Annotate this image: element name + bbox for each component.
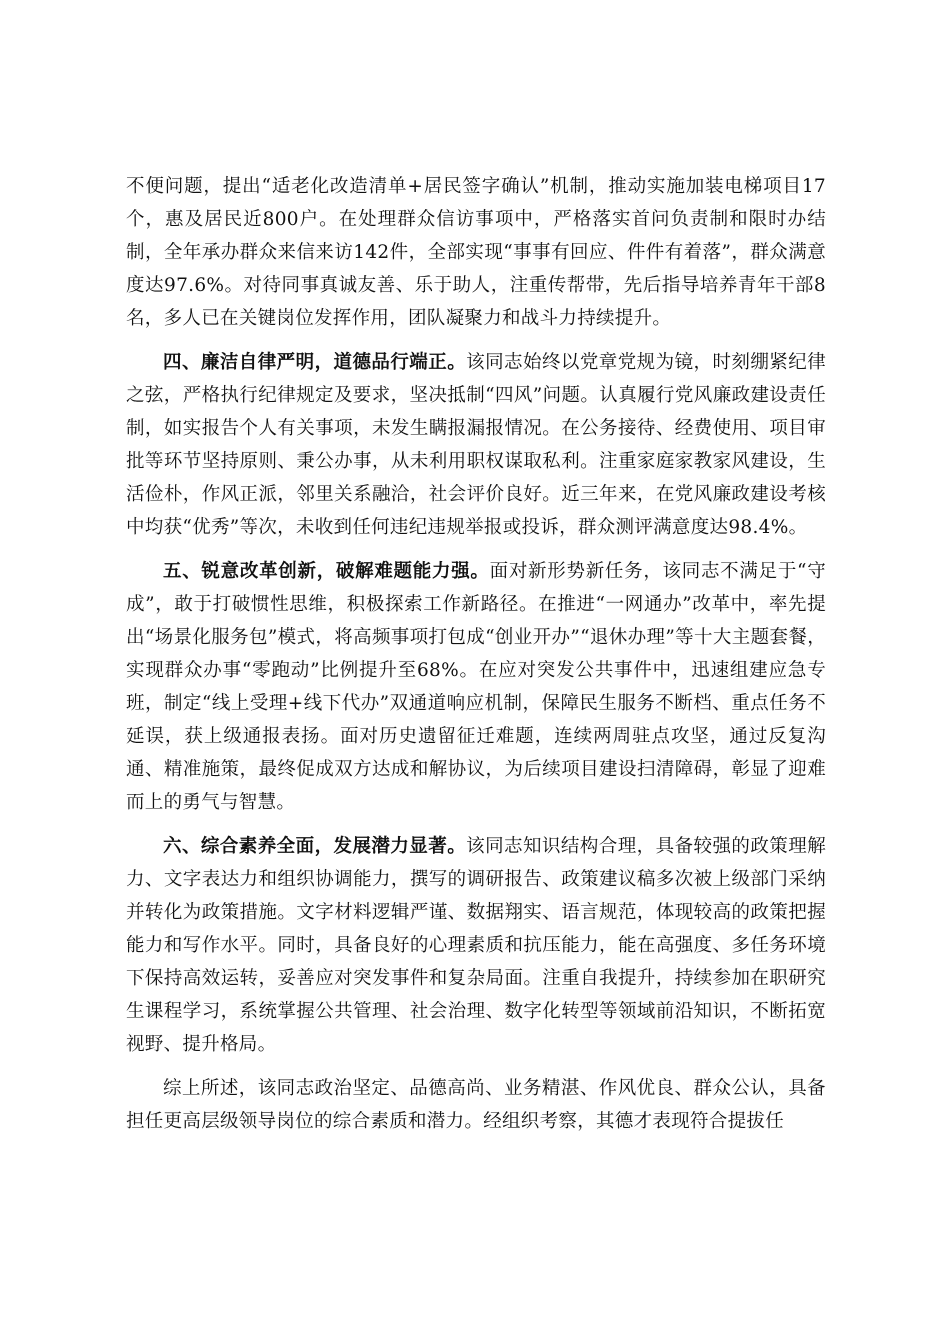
paragraph-section-four <box>126 346 826 544</box>
section-heading: 六、综合素养全面，发展潜力显著。 <box>163 836 467 857</box>
document-body <box>126 170 826 1149</box>
paragraph-section-six <box>126 830 826 1061</box>
paragraph-text: 该同志始终以党章党规为镜，时刻绷紧纪律之弦，严格执行纪律规定及要求，坚决抵制“四风”问题。认真履行党风廉政建设责任制，如实报告个人有关事项，未发生瞒报漏报情况。在公务接待、经费使用、项目审批等环节坚持原则、秉公办事，从未利用职权谋取私利。注重家庭家教家风建设，生活俭朴，作风正派，邻里关系融洽，社会评价良好。近三年来，在党风廉政建设考核中均获“优秀”等次，未收到任何违纪违规举报或投诉，群众测评满意度达98.4%。 <box>126 352 826 538</box>
paragraph-summary <box>126 1072 826 1138</box>
paragraph-text: 该同志知识结构合理，具备较强的政策理解力、文字表达力和组织协调能力，撰写的调研报告、政策建议稿多次被上级部门采纳并转化为政策措施。文字材料逻辑严谨、数据翔实、语言规范，体现较高的政策把握能力和写作水平。同时，具备良好的心理素质和抗压能力，能在高强度、多任务环境下保持高效运转，妥善应对突发事件和复杂局面。注重自我提升，持续参加在职研究生课程学习，系统掌握公共管理、社会治理、数字化转型等领域前沿知识，不断拓宽视野、提升格局。 <box>126 836 826 1055</box>
paragraph-continuation <box>126 170 826 335</box>
section-heading: 四、廉洁自律严明，道德品行端正。 <box>163 352 467 373</box>
paragraph-section-five <box>126 555 826 819</box>
paragraph-text: 面对新形势新任务，该同志不满足于“守成”，敢于打破惯性思维，积极探索工作新路径。在推进“一网通办”改革中，率先提出“场景化服务包”模式，将高频事项打包成“创业开办”“退休办理”等十大主题套餐，实现群众办事“零跑动”比例提升至68%。在应对突发公共事件中，迅速组建应急专班，制定“线上受理+线下代办”双通道响应机制，保障民生服务不断档、重点任务不延误，获上级通报表扬。面对历史遗留征迁难题，连续两周驻点攻坚，通过反复沟通、精准施策，最终促成双方达成和解协议，为后续项目建设扫清障碍，彰显了迎难而上的勇气与智慧。 <box>126 561 826 813</box>
paragraph-text: 综上所述，该同志政治坚定、品德高尚、业务精湛、作风优良、群众公认，具备担任更高层级领导岗位的综合素质和潜力。经组织考察，其德才表现符合提拔任 <box>126 1078 826 1132</box>
section-heading: 五、锐意改革创新，破解难题能力强。 <box>163 561 490 582</box>
paragraph-text: 不便问题，提出“适老化改造清单+居民签字确认”机制，推动实施加装电梯项目17个，惠及居民近800户。在处理群众信访事项中，严格落实首问负责制和限时办结制，全年承办群众来信来访142件，全部实现“事事有回应、件件有着落”，群众满意度达97.6%。对待同事真诚友善、乐于助人，注重传帮带，先后指导培养青年干部8名，多人已在关键岗位发挥作用，团队凝聚力和战斗力持续提升。 <box>126 176 826 329</box>
